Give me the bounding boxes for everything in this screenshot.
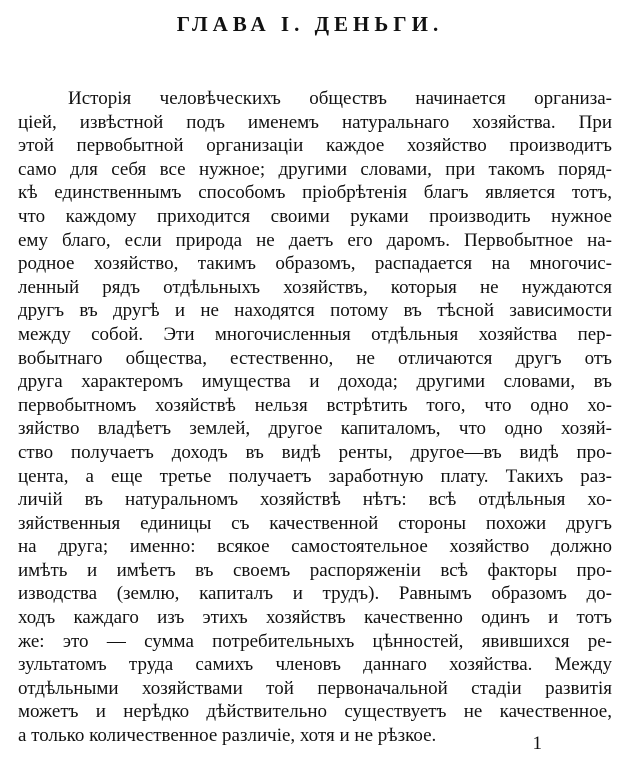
paragraph-line: на друга; именно: всякое самостоятельное хозяйство должно [18,536,612,558]
paragraph-line: можетъ и нерѣдко дѣйствительно существуетъ не качественное, [18,701,612,723]
paragraph-line: ство получаетъ доходъ въ видѣ ренты, другое—въ видѣ про- [18,441,612,463]
paragraph-line: между собой. Эти многочисленныя отдѣльныя хозяйства пер- [18,323,612,345]
paragraph-line: Исторія человѣческихъ обществъ начинается организа- [68,88,612,109]
paragraph-line: друга характеромъ имущества и дохода; другими словами, въ [18,371,612,393]
paragraph-line: само для себя все нужное; другими словами, при такомъ поряд- [18,158,612,180]
paragraph-line: же: это — сумма потребительныхъ цѣнностей, явившихся ре- [18,630,612,652]
paragraph-line: родное хозяйство, такимъ образомъ, распадается на многочис- [18,253,612,275]
paragraph-line: отдѣльными хозяйствами той первоначальной стадіи развитія [18,677,612,699]
paragraph-line: изводства (землю, капиталъ и трудъ). Равнымъ образомъ до- [18,583,612,605]
paragraph-line: ленный рядъ отдѣльныхъ хозяйствъ, которыя не нуждаются [18,276,612,298]
paragraph-line: ходъ каждаго изъ этихъ хозяйствъ качественно одинъ и тотъ [18,607,612,629]
paragraph-line: кѣ единственнымъ способомъ пріобрѣтенія благъ является тотъ, [18,182,612,204]
paragraph-line: имѣть и имѣетъ въ своемъ распоряженіи всѣ факторы про- [18,559,612,581]
paragraph-line: а только количественное различіе, хотя и не рѣзкое. [18,725,437,747]
paragraph-line: ему благо, если природа не даетъ его даромъ. Первобытное на- [18,229,612,251]
paragraph-line: что каждому приходится своими руками производить нужное [18,205,612,227]
paragraph-line: зяйство владѣетъ землей, другое капиталомъ, что одно хозяй- [18,418,612,440]
paragraph-line: зультатомъ труда самихъ членовъ даннаго хозяйства. Между [18,654,612,676]
paragraph-line: личій въ натуральномъ хозяйствѣ нѣтъ: всѣ отдѣльныя хо- [18,489,612,511]
paragraph-line: зяйственныя единицы съ качественной стороны похожи другъ [18,512,612,534]
page-number: 1 [532,733,542,754]
paragraph [18,87,612,748]
paragraph-line: цента, а еще третье получаетъ заработную плату. Такихъ раз- [18,465,612,487]
paragraph-line: этой первобытной организаціи каждое хозяйство производитъ [18,135,612,157]
paragraph-line: первобытномъ хозяйствѣ нельзя встрѣтить того, что одно хо- [18,394,612,416]
paragraph-line: вобытнаго общества, естественно, не отличаются другъ отъ [18,347,612,369]
paragraph-line: ціей, извѣстной подъ именемъ натуральнаго хозяйства. При [18,111,612,133]
chapter-title: ГЛАВА I. ДЕНЬГИ. [176,12,444,36]
paragraph-line: другъ въ другѣ и не находятся потому въ тѣсной зависимости [18,300,612,322]
